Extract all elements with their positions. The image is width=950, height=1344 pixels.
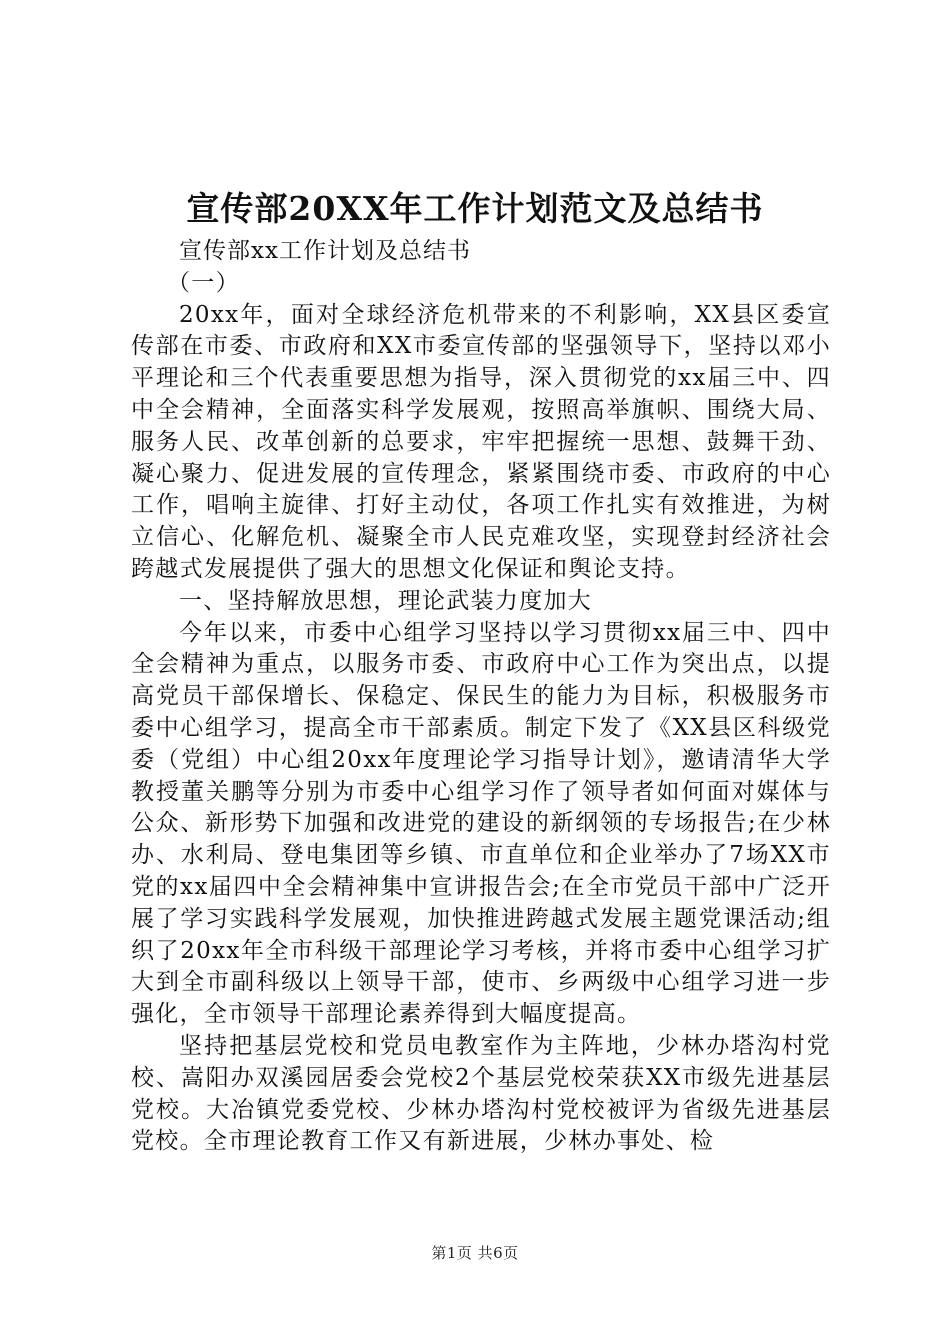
paragraph-party-school: 坚持把基层党校和党员电教室作为主阵地，少林办塔沟村党校、嵩阳办双溪园居委会党校2个基层党校荣获XX市级先进基层党校。大冶镇党委党校、少林办塔沟村党校被评为省级先进基层党校。全市理论教育工作又有新进展，少林办事处、检 [131, 1032, 831, 1155]
document-title: 宣传部20XX年工作计划范文及总结书 [186, 189, 764, 228]
paragraph-intro: 20xx年，面对全球经济危机带来的不利影响，XX县区委宣传部在市委、市政府和XX市委宣传部的坚强领导下，坚持以邓小平理论和三个代表重要思想为指导，深入贯彻党的xx届三中、四中全会精神，全面落实科学发展观，按照高举旗帜、围绕大局、服务人民、改革创新的总要求，牢牢把握统一思想、鼓舞干劲、凝心聚力、促进发展的宣传理念，紧紧围绕市委、市政府的中心工作，唱响主旋律、打好主动仗，各项工作扎实有效推进，为树立信心、化解危机、凝聚全市人民克难攻坚，实现登封经济社会跨越式发展提供了强大的思想文化保证和舆论支持。 [131, 301, 831, 582]
paragraph-theory-study: 今年以来，市委中心组学习坚持以学习贯彻xx届三中、四中全会精神为重点，以服务市委、市政府中心工作为突出点，以提高党员干部保增长、保稳定、保民生的能力为目标，积极服务市委中心组学习，提高全市干部素质。制定下发了《XX县区科级党委（党组）中心组20xx年度理论学习指导计划》，邀请清华大学教授董关鹏等分别为市委中心组学习作了领导者如何面对媒体与公众、新形势下加强和改进党的建设的新纲领的专场报告;在少林办、水利局、登电集团等乡镇、市直单位和企业举办了7场XX市党的xx届四中全会精神集中宣讲报告会;在全市党员干部中广泛开展了学习实践科学发展观，加快推进跨越式发展主题党课活动;组织了20xx年全市科级干部理论学习考核，并将市委中心组学习扩大到全市副科级以上领导干部，使市、乡两级中心组学习进一步强化，全市领导干部理论素养得到大幅度提高。 [131, 619, 831, 1028]
section-heading-1: 一、坚持解放思想，理论武装力度加大 [179, 587, 593, 614]
section-marker: （一） [167, 269, 240, 296]
page-number-footer: 第1页 共6页 [431, 1244, 519, 1262]
document-subtitle: 宣传部xx工作计划及总结书 [179, 238, 471, 264]
document-body [131, 236, 831, 1158]
